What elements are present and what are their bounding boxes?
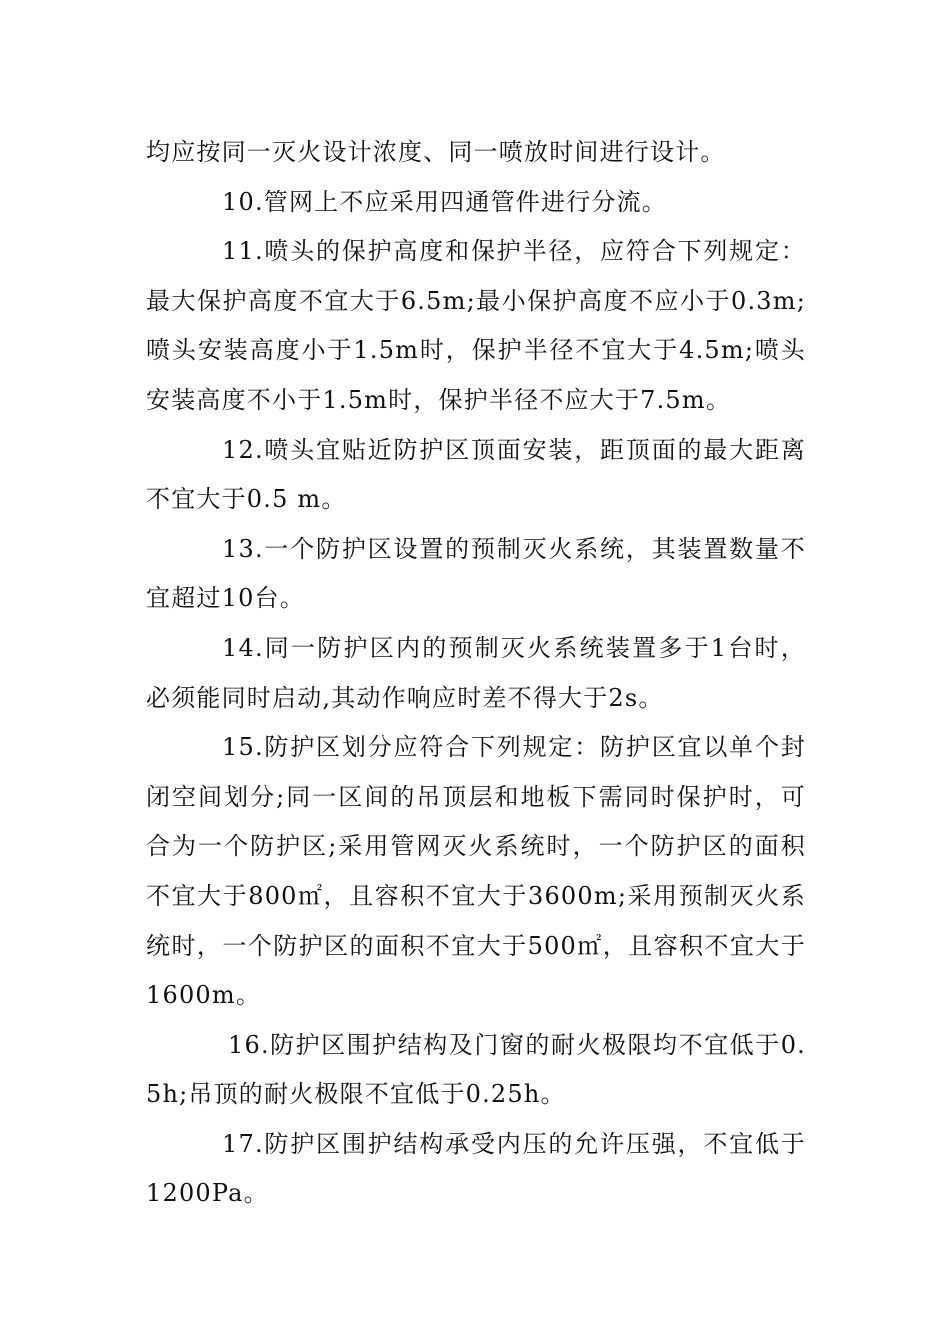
paragraph-continuation: 均应按同一灭火设计浓度、同一喷放时间进行设计。 <box>146 138 726 166</box>
document-body <box>146 128 806 1219</box>
clause-10: 10.管网上不应采用四通管件进行分流。 <box>222 187 667 216</box>
clause-13: 13.一个防护区设置的预制灭火系统，其装置数量不宜超过10台。 <box>146 534 806 613</box>
clause-11: 11.喷头的保护高度和保护半径，应符合下列规定：最大保护高度不宜大于6.5m;最小保护高度不应小于0.3m;喷头安装高度小于1.5m时，保护半径不宜大于4.5m;喷头安装高度不小于1.5m时，保护半径不应大于7.5m。 <box>146 237 806 414</box>
clause-12: 12.喷头宜贴近防护区顶面安装，距顶面的最大距离不宜大于0.5 m。 <box>146 435 806 514</box>
clause-16: 16.防护区围护结构及门窗的耐火极限均不宜低于0.5h;吊顶的耐火极限不宜低于0.25h。 <box>146 1030 806 1109</box>
clause-14: 14.同一防护区内的预制灭火系统装置多于1台时，必须能同时启动,其动作响应时差不得大于2s。 <box>146 633 806 712</box>
clause-15: 15.防护区划分应符合下列规定：防护区宜以单个封闭空间划分;同一区间的吊顶层和地板下需同时保护时，可合为一个防护区;采用管网灭火系统时，一个防护区的面积不宜大于800㎡，且容积不宜大于3600m;采用预制灭火系统时，一个防护区的面积不宜大于500㎡，且容积不宜大于1600m。 <box>146 733 806 1010</box>
clause-17: 17.防护区围护结构承受内压的允许压强，不宜低于1200Pa。 <box>146 1129 806 1208</box>
